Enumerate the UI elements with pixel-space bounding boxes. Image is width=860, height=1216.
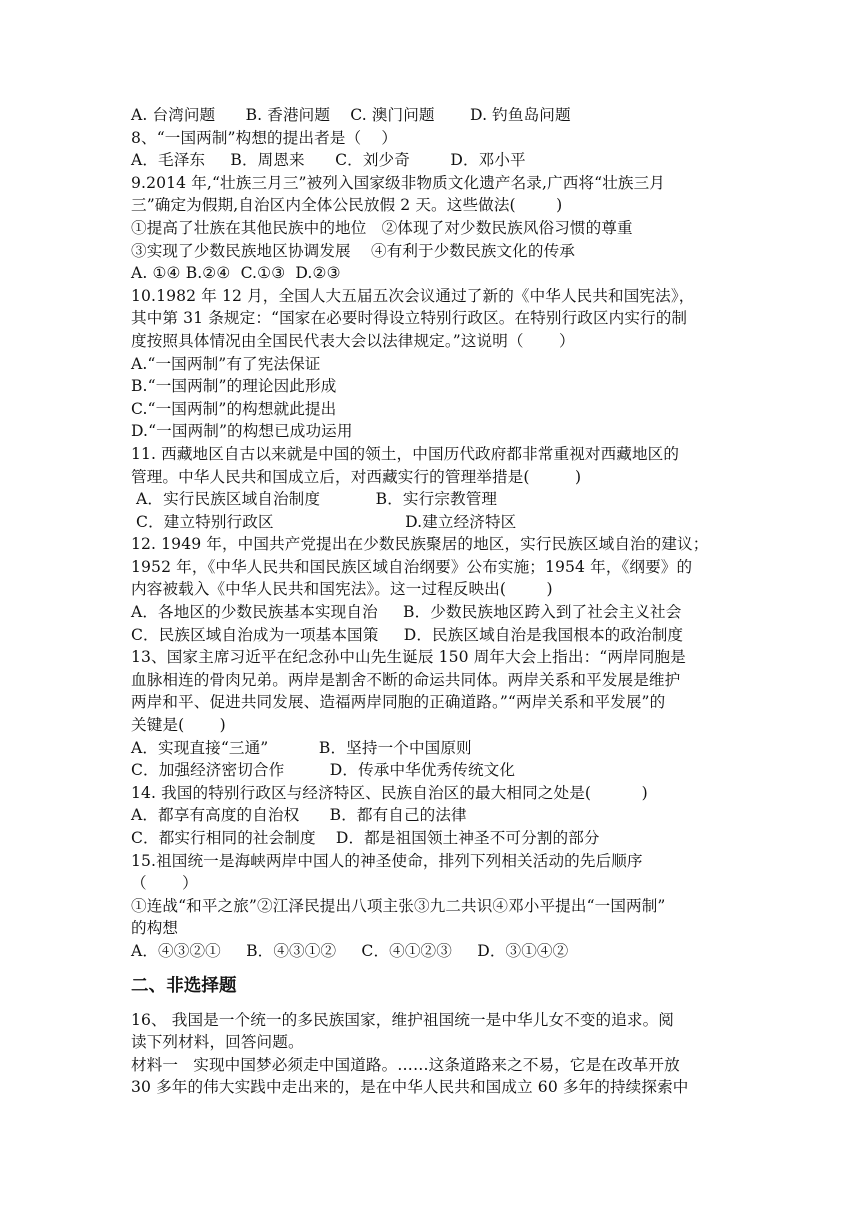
text-line: 两岸和平、促进共同发展、造福两岸同胞的正确道路。”“两岸关系和平发展”的	[131, 693, 666, 712]
text-line: 1952 年，《中华人民共和国民族区域自治纲要》公布实施；1954 年，《纲要》的	[131, 557, 693, 576]
text-line: ①连战“和平之旅”②江泽民提出八项主张③九二共识④邓小平提出“一国两制”	[131, 896, 666, 915]
text-line: 的构想	[131, 919, 179, 938]
question-block-non-choice	[131, 1009, 733, 1099]
text-line: 其中第 31 条规定：“国家在必要时得设立特别行政区。在特别行政区内实行的制	[131, 309, 688, 328]
text-line: C．都实行相同的社会制度 D．都是祖国领土神圣不可分割的部分	[131, 829, 600, 847]
text-line: C.“一国两制”的构想就此提出	[131, 399, 337, 418]
text-line: C．建立特别行政区 D.建立经济特区	[131, 512, 517, 531]
text-line: 13、国家主席习近平在纪念孙中山先生诞辰 150 周年大会上指出：“两岸同胞是	[131, 648, 686, 667]
text-line: A．④③②① B．④③①② C．④①②③ D．③①④②	[131, 941, 569, 960]
text-line: A．都享有高度的自治权 B．都有自己的法律	[131, 806, 467, 825]
text-line: 12. 1949 年，中国共产党提出在少数民族聚居的地区，实行民族区域自治的建议；	[131, 535, 709, 554]
text-line: A．毛泽东 B．周恩来 C．刘少奇 D．邓小平	[131, 151, 526, 170]
question-block-multiple-choice	[131, 104, 733, 963]
text-line: 内容被载入《中华人民共和国宪法》。这一过程反映出( )	[131, 580, 553, 599]
text-line: 9.2014 年,“壮族三月三”被列入国家级非物质文化遗产名录,广西将“壮族三月	[131, 173, 665, 192]
text-line: A. 台湾问题 B. 香港问题 C. 澳门问题 D. 钓鱼岛问题	[131, 106, 571, 124]
text-line: （ ）	[131, 874, 198, 893]
text-line: D.“一国两制”的构想已成功运用	[131, 422, 353, 441]
text-line: 读下列材料，回答问题。	[131, 1033, 304, 1052]
text-line: 16、 我国是一个统一的多民族国家，维护祖国统一是中华儿女不变的追求。阅	[131, 1010, 674, 1029]
text-line: 30 多年的伟大实践中走出来的，是在中华人民共和国成立 60 多年的持续探索中	[131, 1078, 689, 1097]
section-title: 二、非选择题	[131, 975, 237, 996]
text-line: 管理。中华人民共和国成立后，对西藏实行的管理举措是( )	[131, 467, 582, 486]
text-line: 8、“一国两制”构想的提出者是（ ）	[131, 128, 398, 147]
text-line: A. ①④ B.②④ C.①③ D.②③	[131, 264, 341, 283]
text-line: 血脉相连的骨肉兄弟。两岸是割舍不断的命运共同体。两岸关系和平发展是维护	[131, 670, 681, 689]
text-line: 11. 西藏地区自古以来就是中国的领土，中国历代政府都非常重视对西藏地区的	[131, 444, 680, 463]
text-line: 三”确定为假期,自治区内全体公民放假 2 天。这些做法( )	[131, 196, 563, 215]
text-line: ③实现了少数民族地区协调发展 ④有利于少数民族文化的传承	[131, 241, 575, 260]
text-line: C．民族区域自治成为一项基本国策 D．民族区域自治是我国根本的政治制度	[131, 625, 684, 644]
text-line: A．实现直接“三通” B．坚持一个中国原则	[131, 738, 472, 757]
text-line: ①提高了壮族在其他民族中的地位 ②体现了对少数民族风俗习惯的尊重	[131, 218, 633, 237]
text-line: 10.1982 年 12 月，全国人大五届五次会议通过了新的《中华人民共和国宪法》，	[131, 286, 695, 305]
text-line: C．加强经济密切合作 D．传承中华优秀传统文化	[131, 761, 516, 780]
text-line: A.“一国两制”有了宪法保证	[131, 354, 321, 373]
text-line: 关键是( )	[131, 716, 226, 735]
document-page	[131, 104, 733, 1099]
text-line: 材料一 实现中国梦必须走中国道路。……这条道路来之不易，它是在改革开放	[131, 1055, 680, 1074]
text-line: 15.祖国统一是海峡两岸中国人的神圣使命，排列下列相关活动的先后顺序	[131, 851, 643, 870]
text-line: A．各地区的少数民族基本实现自治 B．少数民族地区跨入到了社会主义社会	[131, 603, 682, 622]
text-line: A．实行民族区域自治制度 B．实行宗教管理	[131, 490, 498, 509]
text-line: 度按照具体情况由全国民代表大会以法律规定。”这说明（ ）	[131, 331, 575, 350]
text-line: 14. 我国的特别行政区与经济特区、民族自治区的最大相同之处是( )	[131, 783, 648, 802]
text-line: B.“一国两制”的理论因此形成	[131, 377, 337, 396]
